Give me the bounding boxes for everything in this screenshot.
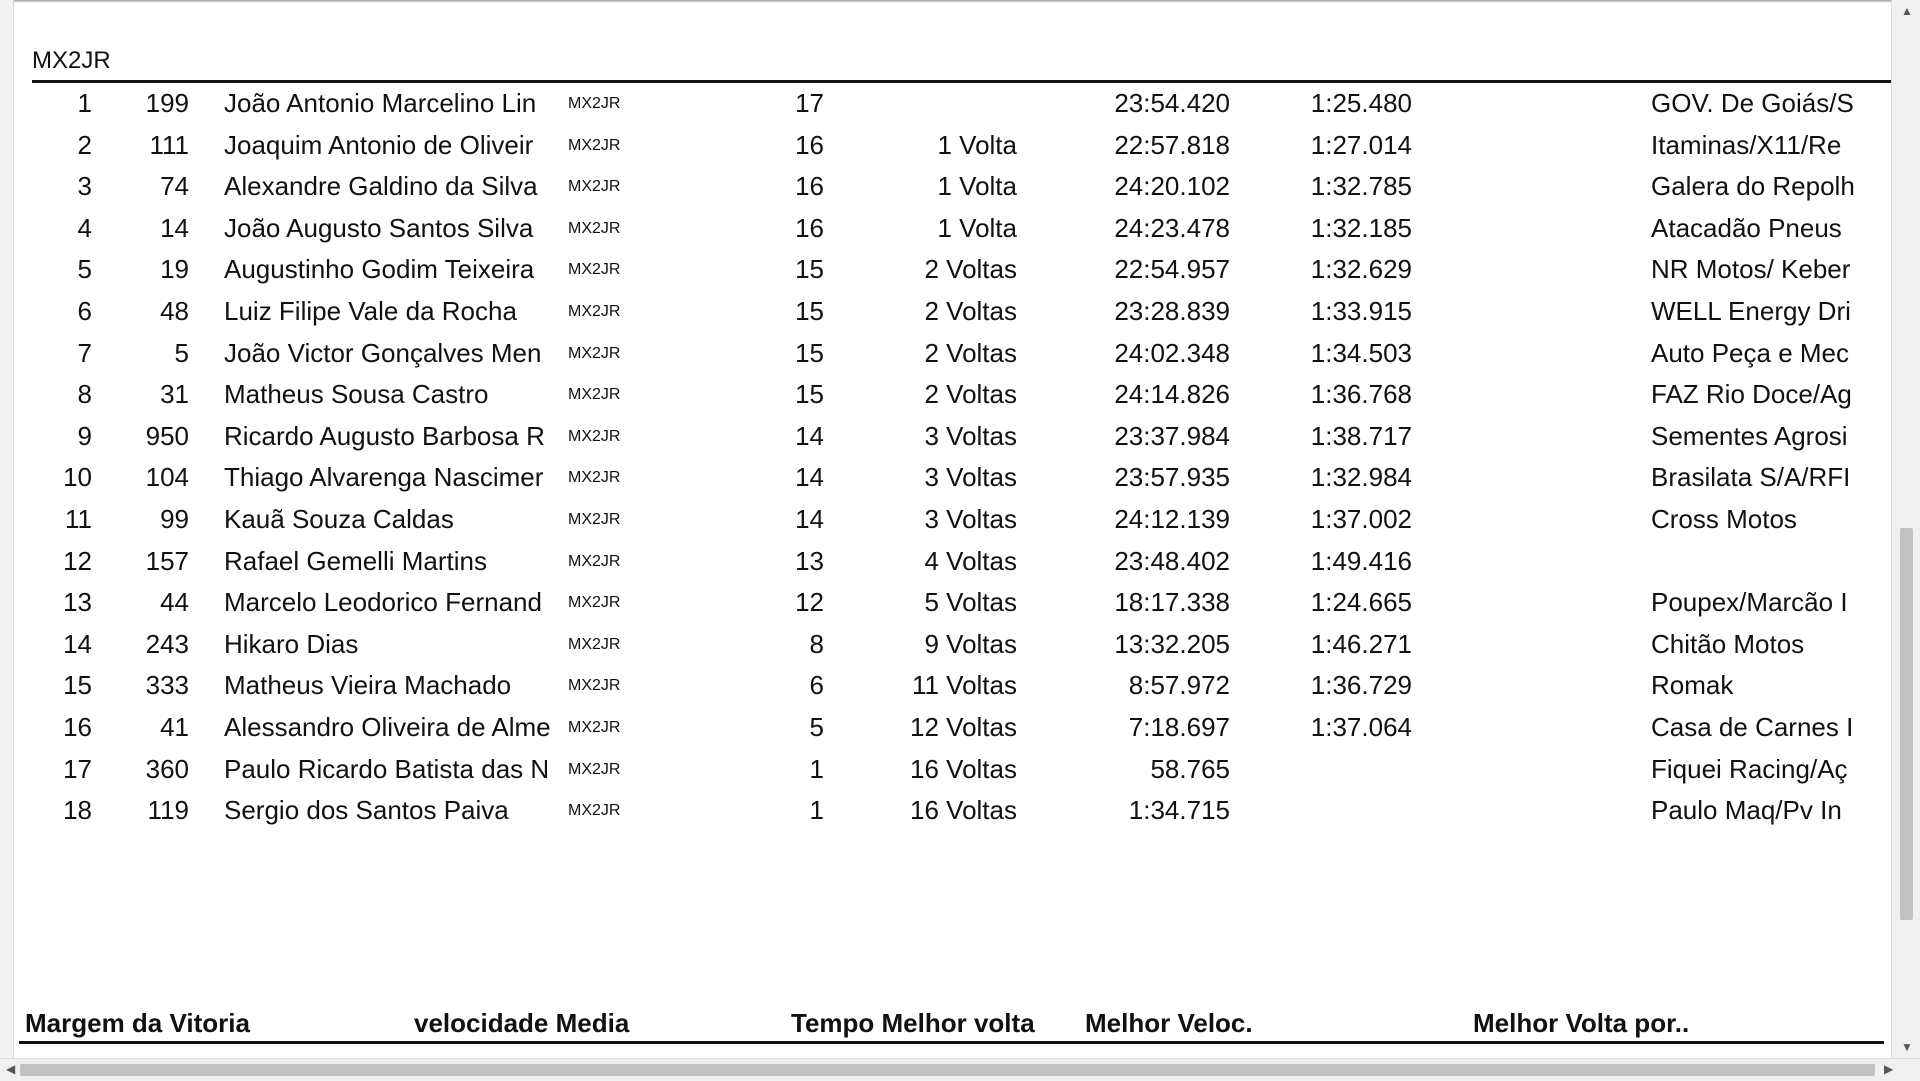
team-cell: Chitão Motos	[1651, 628, 1805, 659]
laps-cell: 1	[809, 753, 824, 784]
bike-number-cell: 243	[145, 628, 189, 659]
position-cell: 14	[63, 628, 92, 659]
best-lap-by-label: Melhor Volta por..	[1473, 1008, 1690, 1038]
table-row	[14, 125, 1884, 166]
bike-number-cell: 31	[160, 379, 189, 410]
best-lap-cell: 1:37.002	[1310, 504, 1412, 534]
horizontal-scrollbar[interactable]	[0, 1058, 1920, 1081]
average-speed-label: velocidade Media	[414, 1008, 630, 1038]
rider-name-cell: Hikaro Dias	[224, 628, 359, 659]
table-row	[14, 416, 1884, 457]
best-lap-cell: 1:32.629	[1310, 254, 1412, 285]
total-time-cell: 24:23.478	[1114, 212, 1230, 243]
best-lap-cell: 1:38.717	[1310, 420, 1412, 451]
total-time-cell: 22:57.818	[1114, 129, 1230, 160]
table-row	[14, 291, 1884, 332]
position-cell: 15	[63, 670, 92, 701]
rider-name-cell: Kauã Souza Caldas	[224, 504, 454, 534]
laps-cell: 14	[795, 462, 824, 493]
laps-cell: 17	[795, 88, 824, 118]
team-cell: Atacadão Pneus	[1651, 212, 1842, 243]
bike-number-cell: 104	[145, 462, 189, 493]
category-cell: MX2JR	[568, 178, 621, 196]
laps-cell: 14	[795, 504, 824, 534]
gap-cell: 1 Volta	[937, 212, 1017, 243]
team-cell: Fiquei Racing/Aç	[1651, 753, 1848, 784]
bike-number-cell: 48	[160, 296, 189, 326]
laps-cell: 12	[795, 587, 824, 618]
category-cell: MX2JR	[568, 802, 621, 820]
rider-name-cell: Matheus Sousa Castro	[224, 379, 489, 410]
table-row	[14, 582, 1884, 623]
laps-cell: 16	[795, 129, 824, 160]
rider-name-cell: Sergio dos Santos Paiva	[224, 795, 509, 826]
results-page	[13, 0, 1892, 1058]
laps-cell: 13	[795, 545, 824, 576]
rider-name-cell: Luiz Filipe Vale da Rocha	[224, 296, 517, 326]
gap-cell: 2 Voltas	[924, 296, 1017, 326]
rider-name-cell: Augustinho Godim Teixeira	[224, 254, 535, 285]
total-time-cell: 23:57.935	[1114, 462, 1230, 493]
position-cell: 5	[77, 254, 92, 285]
bike-number-cell: 111	[149, 129, 189, 160]
bike-number-cell: 199	[145, 88, 189, 118]
category-cell: MX2JR	[568, 469, 621, 487]
category-cell: MX2JR	[568, 552, 621, 570]
position-cell: 18	[63, 795, 92, 826]
position-cell: 7	[77, 337, 92, 368]
rider-name-cell: Ricardo Augusto Barbosa R	[224, 420, 545, 451]
total-time-cell: 24:02.348	[1114, 337, 1230, 368]
bike-number-cell: 99	[160, 504, 189, 534]
scroll-right-arrow-icon[interactable]: ▶	[1884, 1062, 1894, 1076]
laps-cell: 15	[795, 254, 824, 285]
category-cell: MX2JR	[568, 261, 621, 279]
position-cell: 4	[77, 212, 92, 243]
best-lap-cell: 1:36.729	[1310, 670, 1412, 701]
table-row	[14, 333, 1884, 374]
total-time-cell: 24:14.826	[1114, 379, 1230, 410]
best-lap-cell: 1:24.665	[1310, 587, 1412, 618]
gap-cell: 2 Voltas	[924, 379, 1017, 410]
category-title: MX2JR	[32, 47, 111, 74]
laps-cell: 15	[795, 296, 824, 326]
total-time-cell: 18:17.338	[1114, 587, 1230, 618]
laps-cell: 15	[795, 379, 824, 410]
gap-cell: 5 Voltas	[924, 587, 1017, 618]
best-lap-cell: 1:25.480	[1310, 88, 1412, 118]
gap-cell: 12 Voltas	[910, 712, 1017, 742]
rider-name-cell: João Victor Gonçalves Men	[224, 337, 542, 368]
team-cell: Galera do Repolh	[1651, 171, 1855, 202]
top-edge-shadow	[14, 0, 1892, 3]
team-cell: NR Motos/ Keber	[1651, 254, 1851, 285]
total-time-cell: 24:20.102	[1114, 171, 1230, 202]
gap-cell: 1 Volta	[937, 129, 1017, 160]
bike-number-cell: 41	[160, 712, 189, 742]
bike-number-cell: 119	[147, 795, 189, 826]
team-cell: Sementes Agrosi	[1651, 420, 1848, 451]
category-cell: MX2JR	[568, 511, 621, 528]
rider-name-cell: Alessandro Oliveira de Alme	[224, 712, 551, 742]
category-cell: MX2JR	[568, 427, 621, 445]
category-cell: MX2JR	[568, 386, 621, 404]
rider-name-cell: Paulo Ricardo Batista das N	[224, 753, 550, 784]
total-time-cell: 23:28.839	[1114, 296, 1230, 326]
horizontal-scroll-thumb[interactable]	[20, 1064, 1875, 1076]
gap-cell: 16 Voltas	[910, 753, 1017, 784]
category-cell: MX2JR	[568, 219, 621, 237]
bike-number-cell: 5	[174, 337, 189, 368]
best-lap-cell: 1:37.064	[1310, 712, 1412, 742]
position-cell: 10	[63, 462, 92, 493]
laps-cell: 8	[809, 628, 824, 659]
gap-cell: 2 Voltas	[924, 337, 1017, 368]
table-row	[14, 749, 1884, 790]
rider-name-cell: João Augusto Santos Silva	[224, 212, 534, 243]
total-time-cell: 23:37.984	[1114, 420, 1230, 451]
total-time-cell: 58.765	[1150, 753, 1230, 784]
bike-number-cell: 74	[160, 171, 189, 202]
total-time-cell: 24:12.139	[1114, 504, 1230, 534]
category-cell: MX2JR	[568, 760, 621, 778]
best-lap-cell: 1:34.503	[1310, 337, 1412, 368]
laps-cell: 15	[795, 337, 824, 368]
position-cell: 11	[65, 504, 92, 534]
footer-summary-headers	[14, 1005, 1892, 1041]
position-cell: 12	[63, 545, 92, 576]
best-lap-cell: 1:36.768	[1310, 379, 1412, 410]
team-cell: Cross Motos	[1651, 504, 1797, 534]
bike-number-cell: 333	[145, 670, 189, 701]
position-cell: 3	[77, 171, 92, 202]
bike-number-cell: 157	[145, 545, 189, 576]
laps-cell: 16	[795, 212, 824, 243]
total-time-cell: 22:54.957	[1114, 254, 1230, 285]
laps-cell: 1	[809, 795, 824, 826]
category-cell: MX2JR	[568, 635, 621, 653]
footer-divider	[19, 1041, 1884, 1044]
category-cell: MX2JR	[568, 594, 621, 612]
window-left-edge	[0, 0, 13, 1058]
rider-name-cell: Alexandre Galdino da Silva	[224, 171, 538, 202]
scroll-down-arrow-icon[interactable]: ▼	[1901, 1040, 1913, 1054]
total-time-cell: 1:34.715	[1128, 795, 1230, 826]
gap-cell: 9 Voltas	[924, 628, 1017, 659]
position-cell: 6	[77, 296, 92, 326]
rider-name-cell: Matheus Vieira Machado	[224, 670, 512, 701]
team-cell: Itaminas/X11/Re	[1651, 129, 1842, 160]
rider-name-cell: Marcelo Leodorico Fernand	[224, 587, 542, 618]
best-lap-cell: 1:33.915	[1310, 296, 1412, 326]
table-row	[14, 374, 1884, 415]
table-row	[14, 166, 1884, 207]
gap-cell: 4 Voltas	[924, 545, 1017, 576]
laps-cell: 6	[809, 670, 824, 701]
bike-number-cell: 950	[145, 420, 189, 451]
table-row	[14, 249, 1884, 290]
table-row	[14, 541, 1884, 582]
team-cell: Casa de Carnes I	[1651, 712, 1854, 742]
rider-name-cell: Joaquim Antonio de Oliveir	[224, 129, 534, 160]
team-cell: GOV. De Goiás/S	[1651, 88, 1854, 118]
team-cell: Paulo Maq/Pv In	[1651, 795, 1842, 826]
laps-cell: 14	[795, 420, 824, 451]
category-cell: MX2JR	[568, 344, 621, 362]
gap-cell: 11 Voltas	[911, 670, 1017, 701]
best-lap-cell: 1:32.984	[1310, 462, 1412, 493]
table-row	[14, 457, 1884, 498]
position-cell: 17	[63, 753, 92, 784]
table-row	[14, 208, 1884, 249]
victory-margin-label: Margem da Vitoria	[25, 1008, 250, 1038]
vertical-scroll-thumb[interactable]	[1900, 528, 1913, 920]
rider-name-cell: João Antonio Marcelino Lin	[224, 88, 537, 118]
best-lap-cell: 1:27.014	[1310, 129, 1412, 160]
position-cell: 2	[77, 129, 92, 160]
total-time-cell: 13:32.205	[1114, 628, 1230, 659]
bike-number-cell: 360	[145, 753, 189, 784]
position-cell: 8	[77, 379, 92, 410]
category-cell: MX2JR	[568, 719, 621, 736]
category-cell: MX2JR	[568, 303, 621, 320]
table-row	[14, 790, 1884, 831]
total-time-cell: 8:57.972	[1128, 670, 1230, 701]
best-lap-cell: 1:32.785	[1310, 171, 1412, 202]
best-lap-time-label: Tempo Melhor volta	[791, 1008, 1035, 1038]
table-row	[14, 665, 1884, 706]
team-cell: Brasilata S/A/RFI	[1651, 462, 1851, 493]
total-time-cell: 23:48.402	[1114, 545, 1230, 576]
laps-cell: 16	[795, 171, 824, 202]
best-lap-cell: 1:46.271	[1310, 628, 1412, 659]
total-time-cell: 23:54.420	[1114, 88, 1230, 118]
position-cell: 16	[63, 712, 92, 742]
team-cell: Auto Peça e Mec	[1651, 337, 1849, 368]
laps-cell: 5	[809, 712, 824, 742]
team-cell: WELL Energy Dri	[1651, 296, 1851, 326]
rider-name-cell: Rafael Gemelli Martins	[224, 545, 487, 576]
position-cell: 1	[77, 88, 92, 118]
gap-cell: 3 Voltas	[924, 420, 1017, 451]
position-cell: 13	[63, 587, 92, 618]
gap-cell: 3 Voltas	[924, 462, 1017, 493]
table-row	[14, 624, 1884, 665]
category-cell: MX2JR	[568, 136, 621, 154]
gap-cell: 3 Voltas	[924, 504, 1017, 534]
bike-number-cell: 19	[160, 254, 189, 285]
table-row	[14, 499, 1884, 540]
category-cell: MX2JR	[568, 677, 621, 695]
rider-name-cell: Thiago Alvarenga Nascimer	[224, 462, 544, 493]
category-cell: MX2JR	[568, 95, 621, 112]
team-cell: Romak	[1651, 670, 1734, 701]
scroll-up-arrow-icon[interactable]: ▲	[1901, 4, 1913, 18]
best-speed-label: Melhor Veloc.	[1085, 1008, 1253, 1038]
team-cell: Poupex/Marcão I	[1651, 587, 1848, 618]
bike-number-cell: 44	[160, 587, 189, 618]
team-cell: FAZ Rio Doce/Ag	[1651, 379, 1852, 410]
total-time-cell: 7:18.697	[1128, 712, 1230, 742]
table-row	[14, 83, 1884, 124]
gap-cell: 1 Volta	[937, 171, 1017, 202]
best-lap-cell: 1:49.416	[1310, 545, 1412, 576]
bike-number-cell: 14	[160, 212, 189, 243]
vertical-scrollbar[interactable]	[1891, 0, 1920, 1058]
table-row	[14, 707, 1884, 748]
gap-cell: 16 Voltas	[910, 795, 1017, 826]
gap-cell: 2 Voltas	[924, 254, 1017, 285]
best-lap-cell: 1:32.185	[1310, 212, 1412, 243]
scroll-left-arrow-icon[interactable]: ◀	[6, 1062, 16, 1076]
position-cell: 9	[77, 420, 92, 451]
